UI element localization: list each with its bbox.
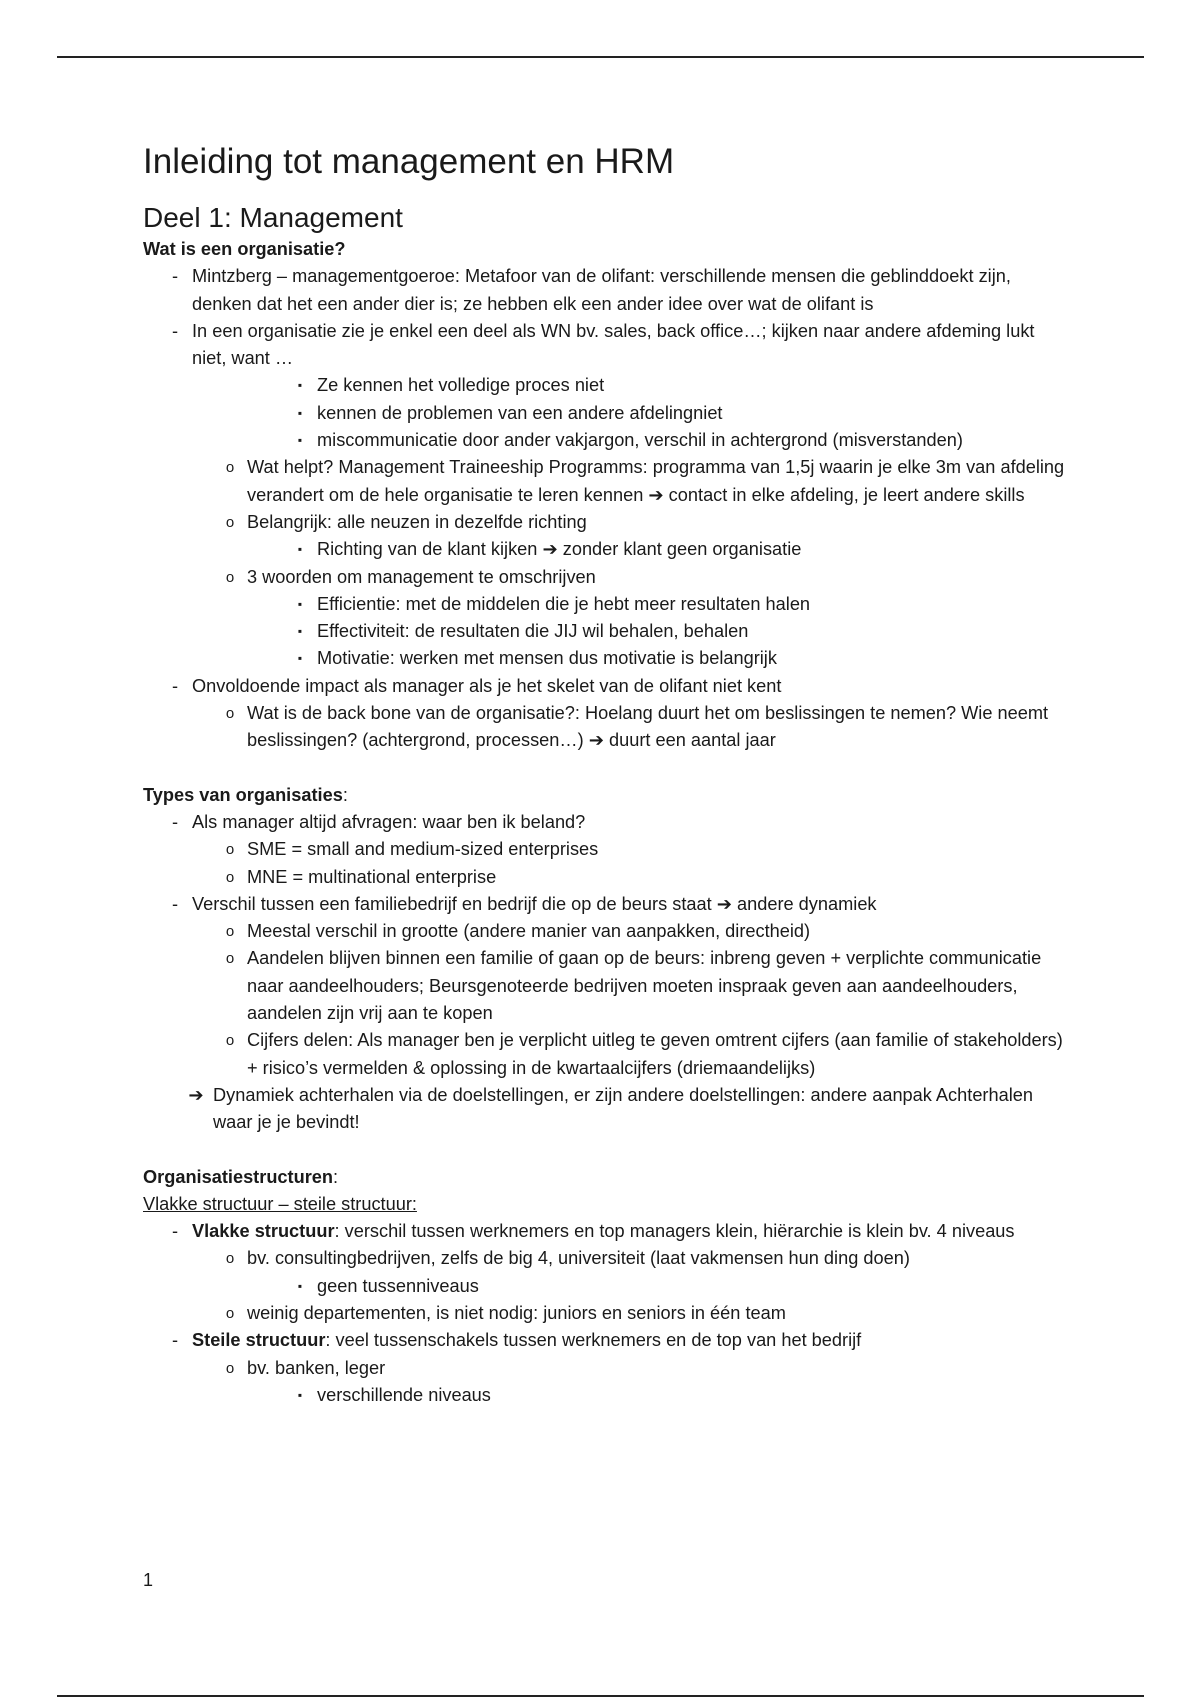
circle-bullet: o: [225, 950, 235, 968]
underlined-subheading: Vlakke structuur – steile structuur:: [143, 1193, 417, 1214]
list-item: - Onvoldoende impact als manager als je het skelet van de olifant niet kent: [158, 673, 1073, 700]
list-item: o Meestal verschil in grootte (andere manier van aanpakken, directheid): [213, 918, 1073, 945]
list-item: ➔ Dynamiek achterhalen via de doelstellingen, er zijn andere doelstellingen: andere aanpak Achterhalen waar je je bevindt!: [179, 1082, 1073, 1137]
square-bullet: ▪: [297, 542, 303, 557]
list-item: ▪ Effectiviteit: de resultaten die JIJ wil behalen, behalen: [283, 618, 1073, 645]
dash-bullet: -: [171, 811, 179, 832]
circle-bullet: o: [225, 705, 235, 723]
list-item: ▪ miscommunicatie door ander vakjargon, verschil in achtergrond (misverstanden): [283, 427, 1073, 454]
list-item: o bv. consultingbedrijven, zelfs de big 4, universiteit (laat vakmensen hun ding doen): [213, 1245, 1073, 1272]
section-heading: Deel 1: Management: [143, 202, 403, 233]
dash-bullet: -: [171, 893, 179, 914]
circle-bullet: o: [225, 1032, 235, 1050]
dash-bullet: -: [171, 1221, 179, 1242]
square-bullet: ▪: [297, 1387, 303, 1402]
square-bullet: ▪: [297, 378, 303, 393]
list-item: o Aandelen blijven binnen een familie of gaan op de beurs: inbreng geven + verplichte communicatie naar aandeelhouders; Beursgenoteerde bedrijven moeten inspraak geven aan aandeelhouders, aandelen zijn vrij aan te kopen: [213, 945, 1073, 1027]
list-item: o Wat helpt? Management Traineeship Programms: programma van 1,5j waarin je elke 3m van afdeling verandert om de hele organisatie te leren kennen ➔ contact in elke afdeling, je leert andere skills: [213, 454, 1073, 509]
subheading: Organisatiestructuren:: [143, 1166, 339, 1187]
list-item: o Belangrijk: alle neuzen in dezelfde richting: [213, 509, 1073, 536]
list-item: o Wat is de back bone van de organisatie?: Hoelang duurt het om beslissingen te nemen? Wie neemt beslissingen? (achtergrond, processen…) ➔ duurt een aantal jaar: [213, 700, 1073, 755]
square-bullet: ▪: [297, 1278, 303, 1293]
list-item: - Als manager altijd afvragen: waar ben ik beland?: [158, 809, 1073, 836]
dash-bullet: -: [171, 675, 179, 696]
dash-bullet: -: [171, 1330, 179, 1351]
circle-bullet: o: [225, 459, 235, 477]
list-item: ▪ kennen de problemen van een andere afdelingniet: [283, 400, 1073, 427]
square-bullet: ▪: [297, 624, 303, 639]
square-bullet: ▪: [297, 651, 303, 666]
list-item: - Verschil tussen een familiebedrijf en bedrijf die op de beurs staat ➔ andere dynamiek: [158, 891, 1073, 918]
arrow-bullet-icon: ➔: [188, 1084, 204, 1105]
circle-bullet: o: [225, 923, 235, 941]
list-item: ▪ Motivatie: werken met mensen dus motivatie is belangrijk: [283, 645, 1073, 672]
list-item: o bv. banken, leger: [213, 1355, 1073, 1382]
square-bullet: ▪: [297, 433, 303, 448]
circle-bullet: o: [225, 1250, 235, 1268]
header-rule: [57, 56, 1144, 58]
list-item: - Steile structuur: veel tussenschakels tussen werknemers en de top van het bedrijf: [158, 1327, 1073, 1354]
circle-bullet: o: [225, 568, 235, 586]
circle-bullet: o: [225, 841, 235, 859]
footer-rule: [57, 1695, 1144, 1697]
list-item: ▪ geen tussenniveaus: [283, 1273, 1073, 1300]
list-item: o MNE = multinational enterprise: [213, 864, 1073, 891]
square-bullet: ▪: [297, 405, 303, 420]
list-item: o 3 woorden om management te omschrijven: [213, 564, 1073, 591]
document-title: Inleiding tot management en HRM: [143, 142, 675, 181]
circle-bullet: o: [225, 868, 235, 886]
subheading: Types van organisaties:: [143, 784, 348, 805]
document-body: [143, 136, 1073, 1409]
list-item: o SME = small and medium-sized enterprises: [213, 836, 1073, 863]
list-item: ▪ verschillende niveaus: [283, 1382, 1073, 1409]
square-bullet: ▪: [297, 596, 303, 611]
circle-bullet: o: [225, 513, 235, 531]
subheading: Wat is een organisatie?: [143, 239, 346, 259]
list-item: - In een organisatie zie je enkel een deel als WN bv. sales, back office…; kijken naar andere afdeming lukt niet, want …: [158, 318, 1073, 373]
list-item: - Vlakke structuur: verschil tussen werknemers en top managers klein, hiërarchie is klein bv. 4 niveaus: [158, 1218, 1073, 1245]
circle-bullet: o: [225, 1359, 235, 1377]
list-item: ▪ Richting van de klant kijken ➔ zonder klant geen organisatie: [283, 536, 1073, 563]
dash-bullet: -: [171, 320, 179, 341]
circle-bullet: o: [225, 1304, 235, 1322]
list-item: o weinig departementen, is niet nodig: juniors en seniors in één team: [213, 1300, 1073, 1327]
page-number: 1: [143, 1570, 154, 1590]
list-item: ▪ Ze kennen het volledige proces niet: [283, 372, 1073, 399]
list-item: ▪ Efficientie: met de middelen die je hebt meer resultaten halen: [283, 591, 1073, 618]
dash-bullet: -: [171, 266, 179, 287]
list-item: o Cijfers delen: Als manager ben je verplicht uitleg te geven omtrent cijfers (aan familie of stakeholders) + risico’s vermelden & oplossing in de kwartaalcijfers (driemaandelijks): [213, 1027, 1073, 1082]
list-item: - Mintzberg – managementgoeroe: Metafoor van de olifant: verschillende mensen die geblinddoekt zijn, denken dat het een ander dier is; ze hebben elk een ander idee over wat de olifant is: [158, 263, 1073, 318]
